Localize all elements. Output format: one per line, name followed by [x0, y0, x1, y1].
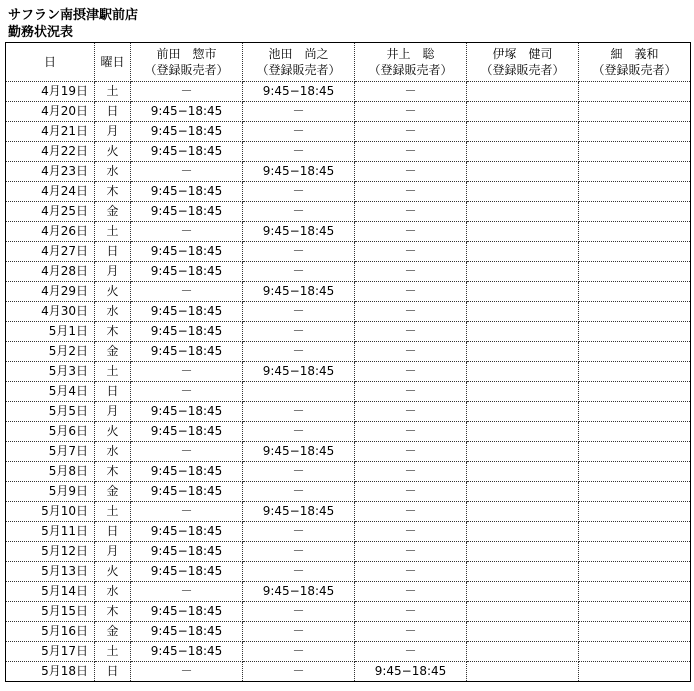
weekday-cell: 日 [95, 382, 131, 402]
staff-role: （登録販売者） [592, 63, 677, 77]
table-row [6, 342, 691, 362]
table-row [6, 162, 691, 182]
date-cell: 5月10日 [6, 502, 95, 522]
shift-cell [579, 242, 691, 262]
shift-cell [467, 102, 579, 122]
document-title: 勤務状況表 [8, 25, 74, 40]
shift-cell: － [355, 262, 467, 282]
date-header: 日 [6, 43, 95, 82]
shift-cell [467, 622, 579, 642]
weekday-cell: 月 [95, 122, 131, 142]
shift-cell: － [131, 282, 243, 302]
weekday-cell: 土 [95, 222, 131, 242]
weekday-cell: 木 [95, 182, 131, 202]
shift-cell: － [243, 342, 355, 362]
table-row [6, 582, 691, 602]
staff-name: 井上 聡 [386, 47, 435, 61]
shift-cell: － [355, 342, 467, 362]
weekday-cell: 火 [95, 142, 131, 162]
date-cell: 5月6日 [6, 422, 95, 442]
shift-cell: － [131, 222, 243, 242]
shift-cell [467, 462, 579, 482]
weekday-cell: 月 [95, 402, 131, 422]
shift-cell [467, 342, 579, 362]
date-cell: 4月21日 [6, 122, 95, 142]
staff-header [243, 43, 355, 82]
shift-cell [579, 502, 691, 522]
shift-cell [467, 142, 579, 162]
table-row [6, 182, 691, 202]
shift-cell: － [355, 482, 467, 502]
shift-cell: － [355, 102, 467, 122]
shift-cell [467, 642, 579, 662]
shift-cell: 9:45−18:45 [131, 242, 243, 262]
shift-cell: － [355, 502, 467, 522]
weekday-cell: 金 [95, 342, 131, 362]
shift-cell: 9:45−18:45 [243, 582, 355, 602]
shift-cell: － [243, 262, 355, 282]
shift-cell: － [355, 302, 467, 322]
weekday-cell: 木 [95, 462, 131, 482]
shift-cell: － [355, 422, 467, 442]
shift-cell: － [355, 222, 467, 242]
table-row [6, 442, 691, 462]
shift-cell [579, 162, 691, 182]
shift-cell: － [131, 162, 243, 182]
weekday-cell: 日 [95, 522, 131, 542]
shift-cell [579, 542, 691, 562]
date-cell: 5月11日 [6, 522, 95, 542]
date-cell: 5月9日 [6, 482, 95, 502]
shift-cell [579, 342, 691, 362]
shift-cell [467, 202, 579, 222]
weekday-cell: 土 [95, 502, 131, 522]
weekday-cell: 金 [95, 622, 131, 642]
weekday-header: 曜日 [95, 43, 131, 82]
shift-cell [467, 542, 579, 562]
shift-cell [579, 222, 691, 242]
roster-table [5, 42, 691, 682]
shift-cell: － [355, 282, 467, 302]
shift-cell: － [355, 122, 467, 142]
date-cell: 4月23日 [6, 162, 95, 182]
table-row [6, 422, 691, 442]
shift-cell: － [131, 502, 243, 522]
table-row [6, 222, 691, 242]
shift-cell: 9:45−18:45 [131, 322, 243, 342]
shift-cell [243, 382, 355, 402]
shift-cell: 9:45−18:45 [131, 622, 243, 642]
shift-cell [579, 662, 691, 682]
shift-cell: 9:45−18:45 [131, 122, 243, 142]
shift-cell: － [131, 582, 243, 602]
table-row [6, 282, 691, 302]
shift-cell: － [243, 562, 355, 582]
weekday-cell: 火 [95, 562, 131, 582]
shift-cell: － [355, 462, 467, 482]
shift-cell: － [243, 602, 355, 622]
table-row [6, 462, 691, 482]
shift-cell [467, 322, 579, 342]
shift-cell: － [243, 662, 355, 682]
shift-cell: － [131, 82, 243, 102]
shift-cell [579, 422, 691, 442]
staff-role: （登録販売者） [368, 63, 453, 77]
shift-cell [467, 302, 579, 322]
shift-cell: 9:45−18:45 [243, 222, 355, 242]
shift-cell: － [355, 82, 467, 102]
shift-cell [579, 622, 691, 642]
shift-cell: 9:45−18:45 [243, 502, 355, 522]
weekday-cell: 金 [95, 202, 131, 222]
shift-cell [579, 382, 691, 402]
date-cell: 5月16日 [6, 622, 95, 642]
roster-body [6, 82, 691, 682]
shift-cell: － [243, 122, 355, 142]
shift-cell: － [355, 162, 467, 182]
shift-cell [467, 502, 579, 522]
shift-cell [579, 142, 691, 162]
shift-cell [579, 322, 691, 342]
table-row [6, 602, 691, 622]
date-cell: 4月29日 [6, 282, 95, 302]
date-cell: 4月27日 [6, 242, 95, 262]
shift-cell [467, 562, 579, 582]
weekday-cell: 月 [95, 262, 131, 282]
shift-cell [467, 482, 579, 502]
table-row [6, 622, 691, 642]
title-block [8, 7, 138, 41]
shift-cell: － [355, 562, 467, 582]
date-cell: 5月15日 [6, 602, 95, 622]
weekday-cell: 火 [95, 422, 131, 442]
shift-cell [579, 102, 691, 122]
shift-cell [579, 462, 691, 482]
weekday-cell: 水 [95, 162, 131, 182]
shift-cell [579, 282, 691, 302]
weekday-cell: 土 [95, 642, 131, 662]
shift-cell: 9:45−18:45 [131, 102, 243, 122]
shift-cell: － [355, 242, 467, 262]
weekday-cell: 日 [95, 662, 131, 682]
shift-cell: 9:45−18:45 [131, 142, 243, 162]
staff-header [355, 43, 467, 82]
shift-cell: － [243, 182, 355, 202]
date-cell: 4月24日 [6, 182, 95, 202]
shift-cell: － [355, 642, 467, 662]
table-row [6, 302, 691, 322]
shift-cell: － [355, 182, 467, 202]
shift-cell [467, 122, 579, 142]
date-cell: 5月13日 [6, 562, 95, 582]
table-row [6, 142, 691, 162]
shift-cell: 9:45−18:45 [131, 342, 243, 362]
shift-cell: 9:45−18:45 [131, 642, 243, 662]
shift-cell: － [243, 242, 355, 262]
shift-cell: 9:45−18:45 [131, 302, 243, 322]
shift-cell [579, 262, 691, 282]
shift-cell [579, 122, 691, 142]
shift-cell: － [243, 102, 355, 122]
shift-cell: － [355, 602, 467, 622]
shift-cell [467, 602, 579, 622]
shift-cell: 9:45−18:45 [243, 82, 355, 102]
shift-cell [467, 362, 579, 382]
weekday-cell: 日 [95, 242, 131, 262]
staff-header [467, 43, 579, 82]
shift-cell: － [243, 302, 355, 322]
shift-cell [579, 302, 691, 322]
table-row [6, 102, 691, 122]
shift-cell [467, 222, 579, 242]
weekday-cell: 水 [95, 302, 131, 322]
shift-cell: － [131, 362, 243, 382]
table-row [6, 542, 691, 562]
table-row [6, 262, 691, 282]
shift-cell: － [243, 322, 355, 342]
shift-cell: 9:45−18:45 [243, 362, 355, 382]
shift-cell [467, 442, 579, 462]
shift-cell: － [243, 482, 355, 502]
shift-cell: － [131, 662, 243, 682]
staff-name: 池田 尚之 [268, 47, 329, 61]
staff-header [579, 43, 691, 82]
table-row [6, 562, 691, 582]
shift-cell: － [243, 142, 355, 162]
staff-role: （登録販売者） [256, 63, 341, 77]
header-row [6, 43, 691, 82]
shift-cell [579, 562, 691, 582]
shift-cell: － [355, 362, 467, 382]
shift-cell [467, 182, 579, 202]
shift-cell: － [355, 582, 467, 602]
date-cell: 5月12日 [6, 542, 95, 562]
weekday-cell: 火 [95, 282, 131, 302]
shift-cell [579, 642, 691, 662]
shift-cell [579, 362, 691, 382]
shift-cell: － [355, 382, 467, 402]
shift-cell: － [243, 202, 355, 222]
shift-cell [579, 182, 691, 202]
shift-cell [467, 262, 579, 282]
weekday-cell: 水 [95, 582, 131, 602]
shift-cell: 9:45−18:45 [131, 542, 243, 562]
date-cell: 5月3日 [6, 362, 95, 382]
shift-cell [579, 602, 691, 622]
shift-cell: 9:45−18:45 [131, 522, 243, 542]
date-cell: 4月22日 [6, 142, 95, 162]
shift-cell [467, 582, 579, 602]
table-row [6, 482, 691, 502]
shift-cell: － [355, 522, 467, 542]
shift-cell: 9:45−18:45 [243, 442, 355, 462]
staff-role: （登録販売者） [144, 63, 229, 77]
date-cell: 4月30日 [6, 302, 95, 322]
shift-cell [467, 82, 579, 102]
date-cell: 5月5日 [6, 402, 95, 422]
shift-cell [467, 162, 579, 182]
date-cell: 4月28日 [6, 262, 95, 282]
shift-cell [579, 402, 691, 422]
date-cell: 5月7日 [6, 442, 95, 462]
date-cell: 5月1日 [6, 322, 95, 342]
shift-cell: 9:45−18:45 [131, 562, 243, 582]
shift-cell [467, 522, 579, 542]
shift-cell [579, 202, 691, 222]
weekday-cell: 金 [95, 482, 131, 502]
table-row [6, 522, 691, 542]
table-row [6, 662, 691, 682]
shift-cell: － [243, 422, 355, 442]
shift-cell: － [355, 622, 467, 642]
store-name: サフラン南摂津駅前店 [8, 8, 139, 23]
shift-cell [579, 482, 691, 502]
shift-cell: － [131, 382, 243, 402]
shift-cell: － [243, 622, 355, 642]
shift-cell [467, 282, 579, 302]
weekday-cell: 土 [95, 82, 131, 102]
shift-cell: 9:45−18:45 [131, 262, 243, 282]
table-row [6, 402, 691, 422]
shift-cell: － [355, 402, 467, 422]
weekday-cell: 木 [95, 602, 131, 622]
weekday-cell: 月 [95, 542, 131, 562]
date-cell: 5月18日 [6, 662, 95, 682]
table-row [6, 382, 691, 402]
weekday-cell: 日 [95, 102, 131, 122]
shift-cell [579, 582, 691, 602]
shift-cell: 9:45−18:45 [131, 482, 243, 502]
weekday-cell: 水 [95, 442, 131, 462]
shift-cell: 9:45−18:45 [131, 422, 243, 442]
table-row [6, 122, 691, 142]
shift-cell: － [243, 402, 355, 422]
staff-name: 細 義和 [610, 47, 659, 61]
date-cell: 5月8日 [6, 462, 95, 482]
shift-cell: 9:45−18:45 [243, 282, 355, 302]
shift-cell: 9:45−18:45 [131, 602, 243, 622]
shift-cell: － [243, 522, 355, 542]
date-cell: 4月20日 [6, 102, 95, 122]
shift-cell: － [243, 542, 355, 562]
table-row [6, 502, 691, 522]
table-row [6, 322, 691, 342]
table-row [6, 242, 691, 262]
table-row [6, 202, 691, 222]
weekday-cell: 土 [95, 362, 131, 382]
staff-name: 伊塚 健司 [492, 47, 553, 61]
weekday-cell: 木 [95, 322, 131, 342]
date-cell: 5月14日 [6, 582, 95, 602]
table-row [6, 642, 691, 662]
staff-name: 前田 惣市 [156, 47, 217, 61]
staff-role: （登録販売者） [480, 63, 565, 77]
shift-cell: 9:45−18:45 [131, 462, 243, 482]
shift-cell: 9:45−18:45 [131, 402, 243, 422]
shift-cell: 9:45−18:45 [131, 182, 243, 202]
shift-cell: － [355, 142, 467, 162]
shift-cell [579, 442, 691, 462]
table-row [6, 82, 691, 102]
date-cell: 5月2日 [6, 342, 95, 362]
shift-cell: 9:45−18:45 [131, 202, 243, 222]
date-cell: 5月4日 [6, 382, 95, 402]
shift-cell [467, 662, 579, 682]
shift-cell [467, 382, 579, 402]
shift-cell: － [243, 642, 355, 662]
table-row [6, 362, 691, 382]
shift-cell [467, 242, 579, 262]
date-cell: 4月25日 [6, 202, 95, 222]
shift-cell [579, 522, 691, 542]
shift-cell: 9:45−18:45 [355, 662, 467, 682]
date-cell: 4月26日 [6, 222, 95, 242]
staff-header [131, 43, 243, 82]
shift-cell: － [355, 322, 467, 342]
shift-cell: － [243, 462, 355, 482]
shift-cell: － [355, 202, 467, 222]
shift-cell: 9:45−18:45 [243, 162, 355, 182]
shift-cell [467, 402, 579, 422]
date-cell: 5月17日 [6, 642, 95, 662]
shift-cell [467, 422, 579, 442]
date-cell: 4月19日 [6, 82, 95, 102]
shift-cell: － [131, 442, 243, 462]
shift-cell [579, 82, 691, 102]
shift-cell: － [355, 542, 467, 562]
shift-cell: － [355, 442, 467, 462]
